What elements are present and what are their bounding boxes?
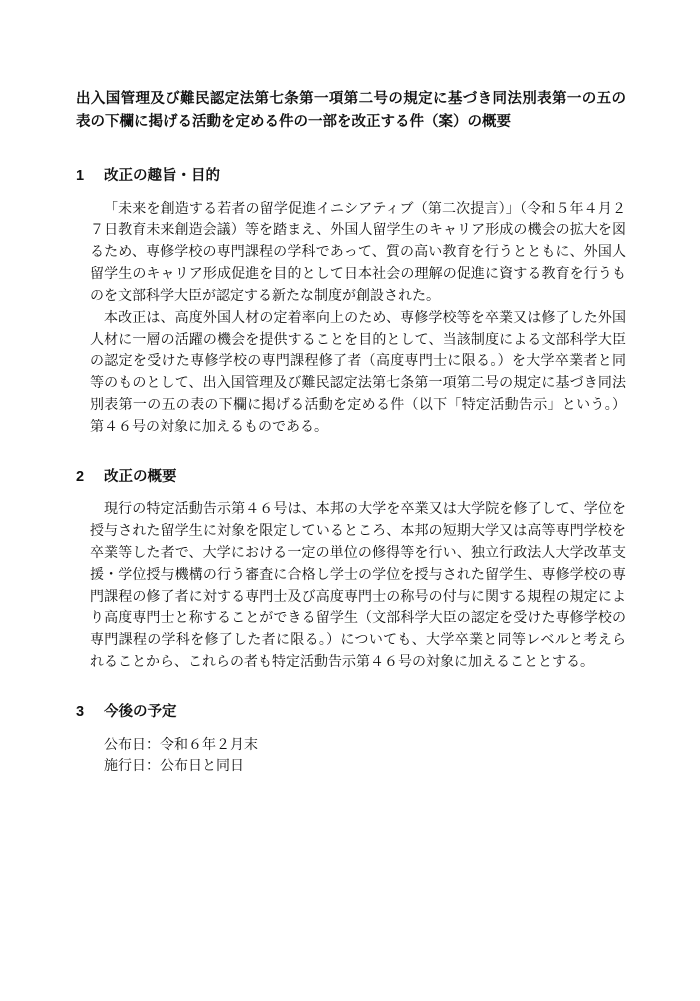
section-number: 2 [76, 468, 85, 485]
section-number: 3 [76, 703, 85, 720]
section-overview-heading [76, 466, 626, 489]
section-purpose-heading [76, 165, 626, 188]
document-title: 出入国管理及び難民認定法第七条第一項第二号の規定に基づき同法別表第一の五の表の下欄に掲げる活動を定める件の一部を改正する件（案）の概要 [76, 91, 626, 131]
section-schedule-body [104, 735, 626, 779]
section-schedule [76, 701, 626, 778]
schedule-enforcement-date: 施行日：公布日と同日 [104, 759, 244, 775]
schedule-promulgation-date: 公布日：令和６年２月末 [104, 737, 258, 753]
section-purpose-body [90, 199, 626, 439]
section-heading-text: 改正の趣旨・目的 [104, 167, 220, 184]
section-overview-body [90, 499, 626, 674]
section-overview [76, 466, 626, 674]
paragraph: 現行の特定活動告示第４６号は、本邦の大学を卒業又は大学院を修了して、学位を授与された留学生に対象を限定しているところ、本邦の短期大学又は高等専門学校を卒業等した者で、大学における一定の単位の修得等を行い、独立行政法人大学改革支援・学位授与機構の行う審査に合格し学士の学位を授与された留学生、専修学校の専門課程の修了者に対する専門士及び高度専門士の称号の付与に関する規程の規定により高度専門士と称することができる留学生（文部科学大臣の認定を受けた専修学校の専門課程の学科を修了した者に限る。）についても、大学卒業と同等レベルと考えられることから、これらの者も特定活動告示第４６号の対象に加えることとする。 [90, 502, 626, 671]
section-purpose [76, 165, 626, 439]
section-heading-text: 改正の概要 [104, 468, 177, 485]
paragraph: 「未来を創造する若者の留学促進イニシアティブ（第二次提言）」（令和５年４月２７日教育未来創造会議）等を踏まえ、外国人留学生のキャリア形成の機会の拡大を図るため、専修学校の専門課程の学科であって、質の高い教育を行うとともに、外国人留学生のキャリア形成促進を目的として日本社会の理解の促進に資する教育を行うものを文部科学大臣が認定する新たな制度が創設された。 [90, 201, 626, 304]
section-heading-text: 今後の予定 [104, 703, 177, 720]
paragraph: 本改正は、高度外国人材の定着率向上のため、専修学校等を卒業又は修了した外国人材に一層の活躍の機会を提供することを目的として、当該制度による文部科学大臣の認定を受けた専修学校の専門課程修了者（高度専門士に限る。）を大学卒業者と同等のものとして、出入国管理及び難民認定法第七条第一項第二号の規定に基づき同法別表第一の五の表の下欄に掲げる活動を定める件（以下「特定活動告示」という。）第４６号の対象に加えるものである。 [90, 310, 626, 435]
section-schedule-heading [76, 701, 626, 724]
section-number: 1 [76, 167, 85, 184]
